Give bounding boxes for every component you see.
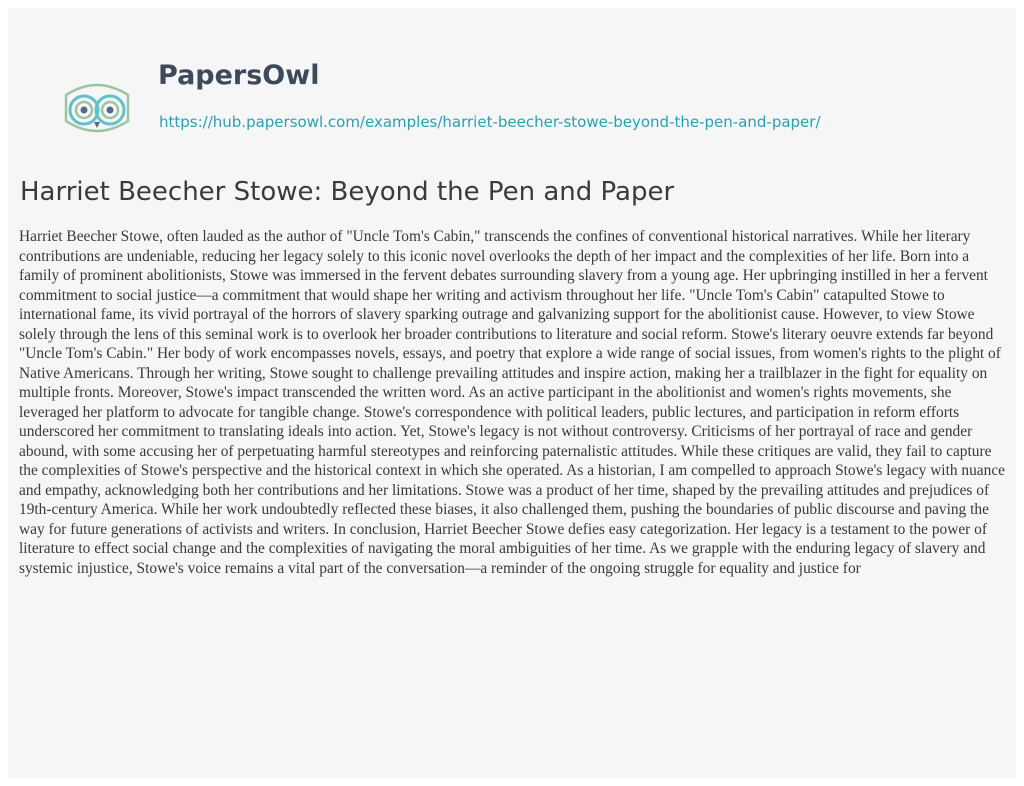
owl-eyes-logo-icon xyxy=(58,77,136,139)
article-title: Harriet Beecher Stowe: Beyond the Pen and Paper xyxy=(20,177,675,207)
document-page xyxy=(8,8,1016,778)
source-url-link[interactable]: https://hub.papersowl.com/examples/harriet-beecher-stowe-beyond-the-pen-and-paper/ xyxy=(159,113,821,131)
brand-name: PapersOwl xyxy=(158,60,320,91)
page-header xyxy=(8,8,1016,160)
article-body: Harriet Beecher Stowe, often lauded as the author of "Uncle Tom's Cabin," transcends the confines of conventional historical narratives. While her literary contributions are undeniable, reducing her legacy solely to this iconic novel overlooks the depth of her impact and the complexities of her life. Born into a family of prominent abolitionists, Stowe was immersed in the fervent debates surrounding slavery from a young age. Her upbringing instilled in her a fervent commitment to social justice—a commitment that would shape her writing and activism throughout her life. "Uncle Tom's Cabin" catapulted Stowe to international fame, its vivid portrayal of the horrors of slavery sparking outrage and galvanizing support for the abolitionist cause. However, to view Stowe solely through the lens of this seminal work is to overlook her broader contributions to literature and social reform. Stowe's literary oeuvre extends far beyond "Uncle Tom's Cabin." Her body of work encompasses novels, essays, and poetry that explore a wide range of social issues, from women's rights to the plight of Native Americans. Through her writing, Stowe sought to challenge prevailing attitudes and inspire action, making her a trailblazer in the fight for equality on multiple fronts. Moreover, Stowe's impact transcended the written word. As an active participant in the abolitionist and women's rights movements, she leveraged her platform to advocate for tangible change. Stowe's correspondence with political leaders, public lectures, and participation in reform efforts underscored her commitment to translating ideals into action. Yet, Stowe's legacy is not without controversy. Criticisms of her portrayal of race and gender abound, with some accusing her of perpetuating harmful stereotypes and reinforcing paternalistic attitudes. While these critiques are valid, they fail to capture the complexities of Stowe's perspective and the historical context in which she operated. As a historian, I am compelled to approach Stowe's legacy with nuance and empathy, acknowledging both her contributions and her limitations. Stowe was a product of her time, shaped by the prevailing attitudes and prejudices of 19th-century America. While her work undoubtedly reflected these biases, it also challenged them, pushing the boundaries of public discourse and paving the way for future generations of activists and writers. In conclusion, Harriet Beecher Stowe defies easy categorization. Her legacy is a testament to the power of literature to effect social change and the complexities of navigating the moral ambiguities of her time. As we grapple with the enduring legacy of slavery and systemic injustice, Stowe's voice remains a vital part of the conversation—a reminder of the ongoing struggle for equality and justice for xyxy=(19,228,1005,577)
